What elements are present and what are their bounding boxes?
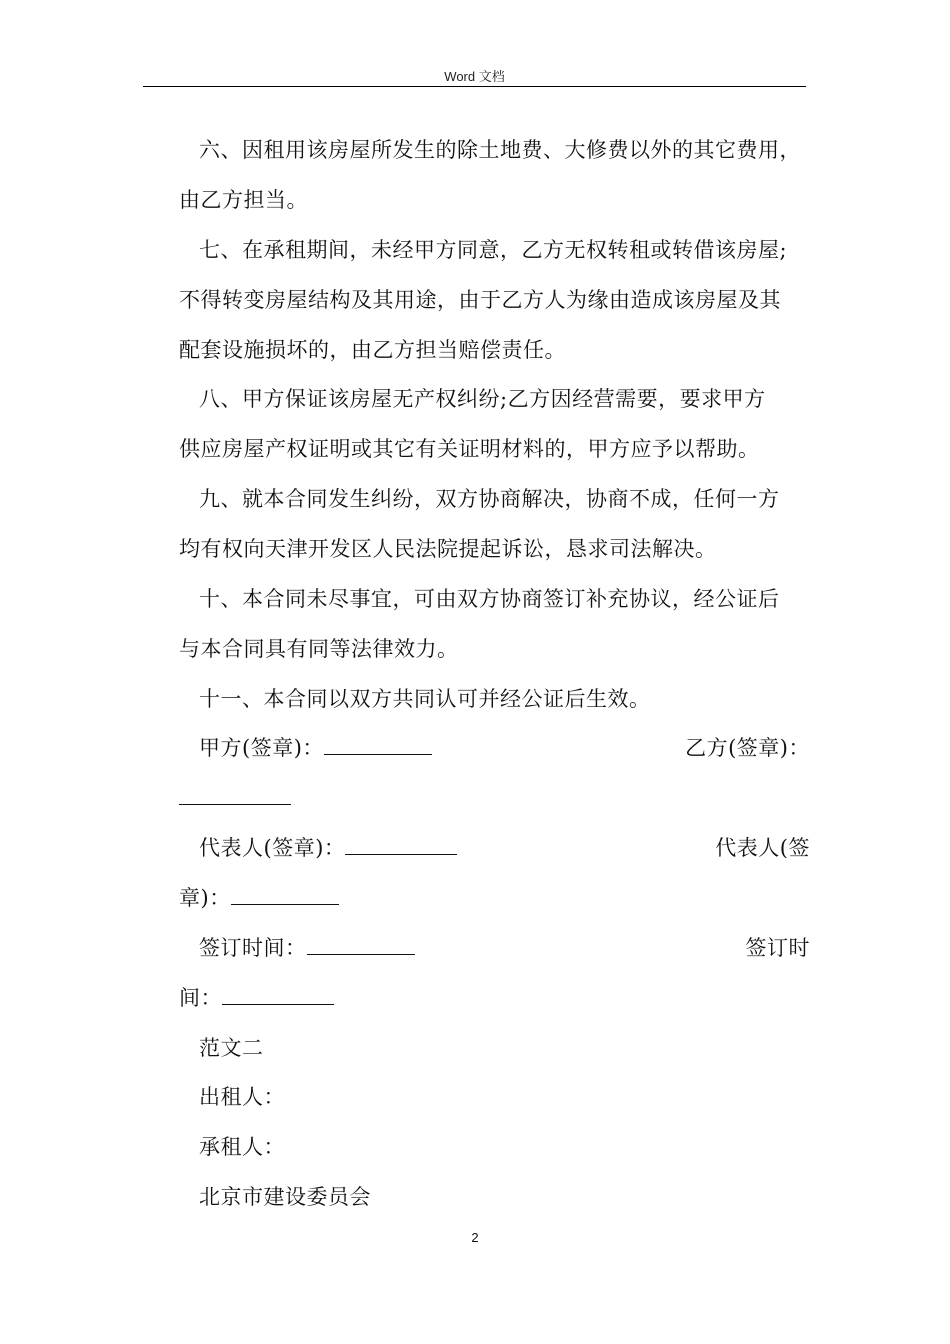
rep-a-blank xyxy=(345,834,457,855)
party-b-signature-blank xyxy=(179,784,291,805)
clause-9-line-1: 九、就本合同发生纠纷，双方协商解决，协商不成，任何一方 xyxy=(199,487,780,511)
party-a-signature-blank xyxy=(324,734,432,755)
clause-10-line-1: 十、本合同未尽事宜，可由双方协商签订补充协议，经公证后 xyxy=(199,587,780,611)
clause-6-line-1: 六、因租用该房屋所发生的除土地费、大修费以外的其它费用， xyxy=(199,138,801,162)
rep-b-label-part-1: 代表人(签 xyxy=(715,836,810,860)
page-number: 2 xyxy=(471,1230,479,1245)
lessee-label: 承租人： xyxy=(199,1135,285,1159)
rep-b-blank xyxy=(231,884,339,905)
date-b-label-part-1: 签订时 xyxy=(745,936,810,960)
rep-a-row xyxy=(199,834,457,862)
party-b-signature-row xyxy=(179,784,291,812)
clause-8-line-2: 供应房屋产权证明或其它有关证明材料的，甲方应予以帮助。 xyxy=(179,437,760,461)
clause-7-line-1: 七、在承租期间，未经甲方同意，乙方无权转租或转借该房屋; xyxy=(199,238,788,262)
party-a-signature-row xyxy=(199,734,432,762)
party-a-signature-label: 甲方(签章)： xyxy=(199,736,324,760)
rep-b-row xyxy=(179,884,339,912)
page-header: Word 文档 xyxy=(444,69,505,84)
clause-11: 十一、本合同以双方共同认可并经公证后生效。 xyxy=(199,687,651,711)
sample-title: 范文二 xyxy=(199,1036,264,1060)
rep-b-label-part-2: 章)： xyxy=(179,886,231,910)
date-a-label: 签订时间： xyxy=(199,936,307,960)
date-b-label-part-2: 间： xyxy=(179,986,222,1010)
authority-name: 北京市建设委员会 xyxy=(199,1185,371,1209)
clause-6-line-2: 由乙方担当。 xyxy=(179,188,308,212)
date-b-blank xyxy=(222,984,334,1005)
date-b-row xyxy=(179,984,334,1012)
clause-7-line-3: 配套设施损坏的，由乙方担当赔偿责任。 xyxy=(179,338,566,362)
header-divider xyxy=(143,86,806,87)
date-a-row xyxy=(199,934,415,962)
clause-8-line-1: 八、甲方保证该房屋无产权纠纷;乙方因经营需要，要求甲方 xyxy=(199,387,766,411)
clause-9-line-2: 均有权向天津开发区人民法院提起诉讼，恳求司法解决。 xyxy=(179,537,717,561)
clause-7-line-2: 不得转变房屋结构及其用途，由于乙方人为缘由造成该房屋及其 xyxy=(179,288,781,312)
rep-a-label: 代表人(签章)： xyxy=(199,836,346,860)
party-b-signature-label: 乙方(签章)： xyxy=(685,736,810,760)
lessor-label: 出租人： xyxy=(199,1085,285,1109)
clause-10-line-2: 与本合同具有同等法律效力。 xyxy=(179,637,459,661)
date-a-blank xyxy=(307,934,415,955)
